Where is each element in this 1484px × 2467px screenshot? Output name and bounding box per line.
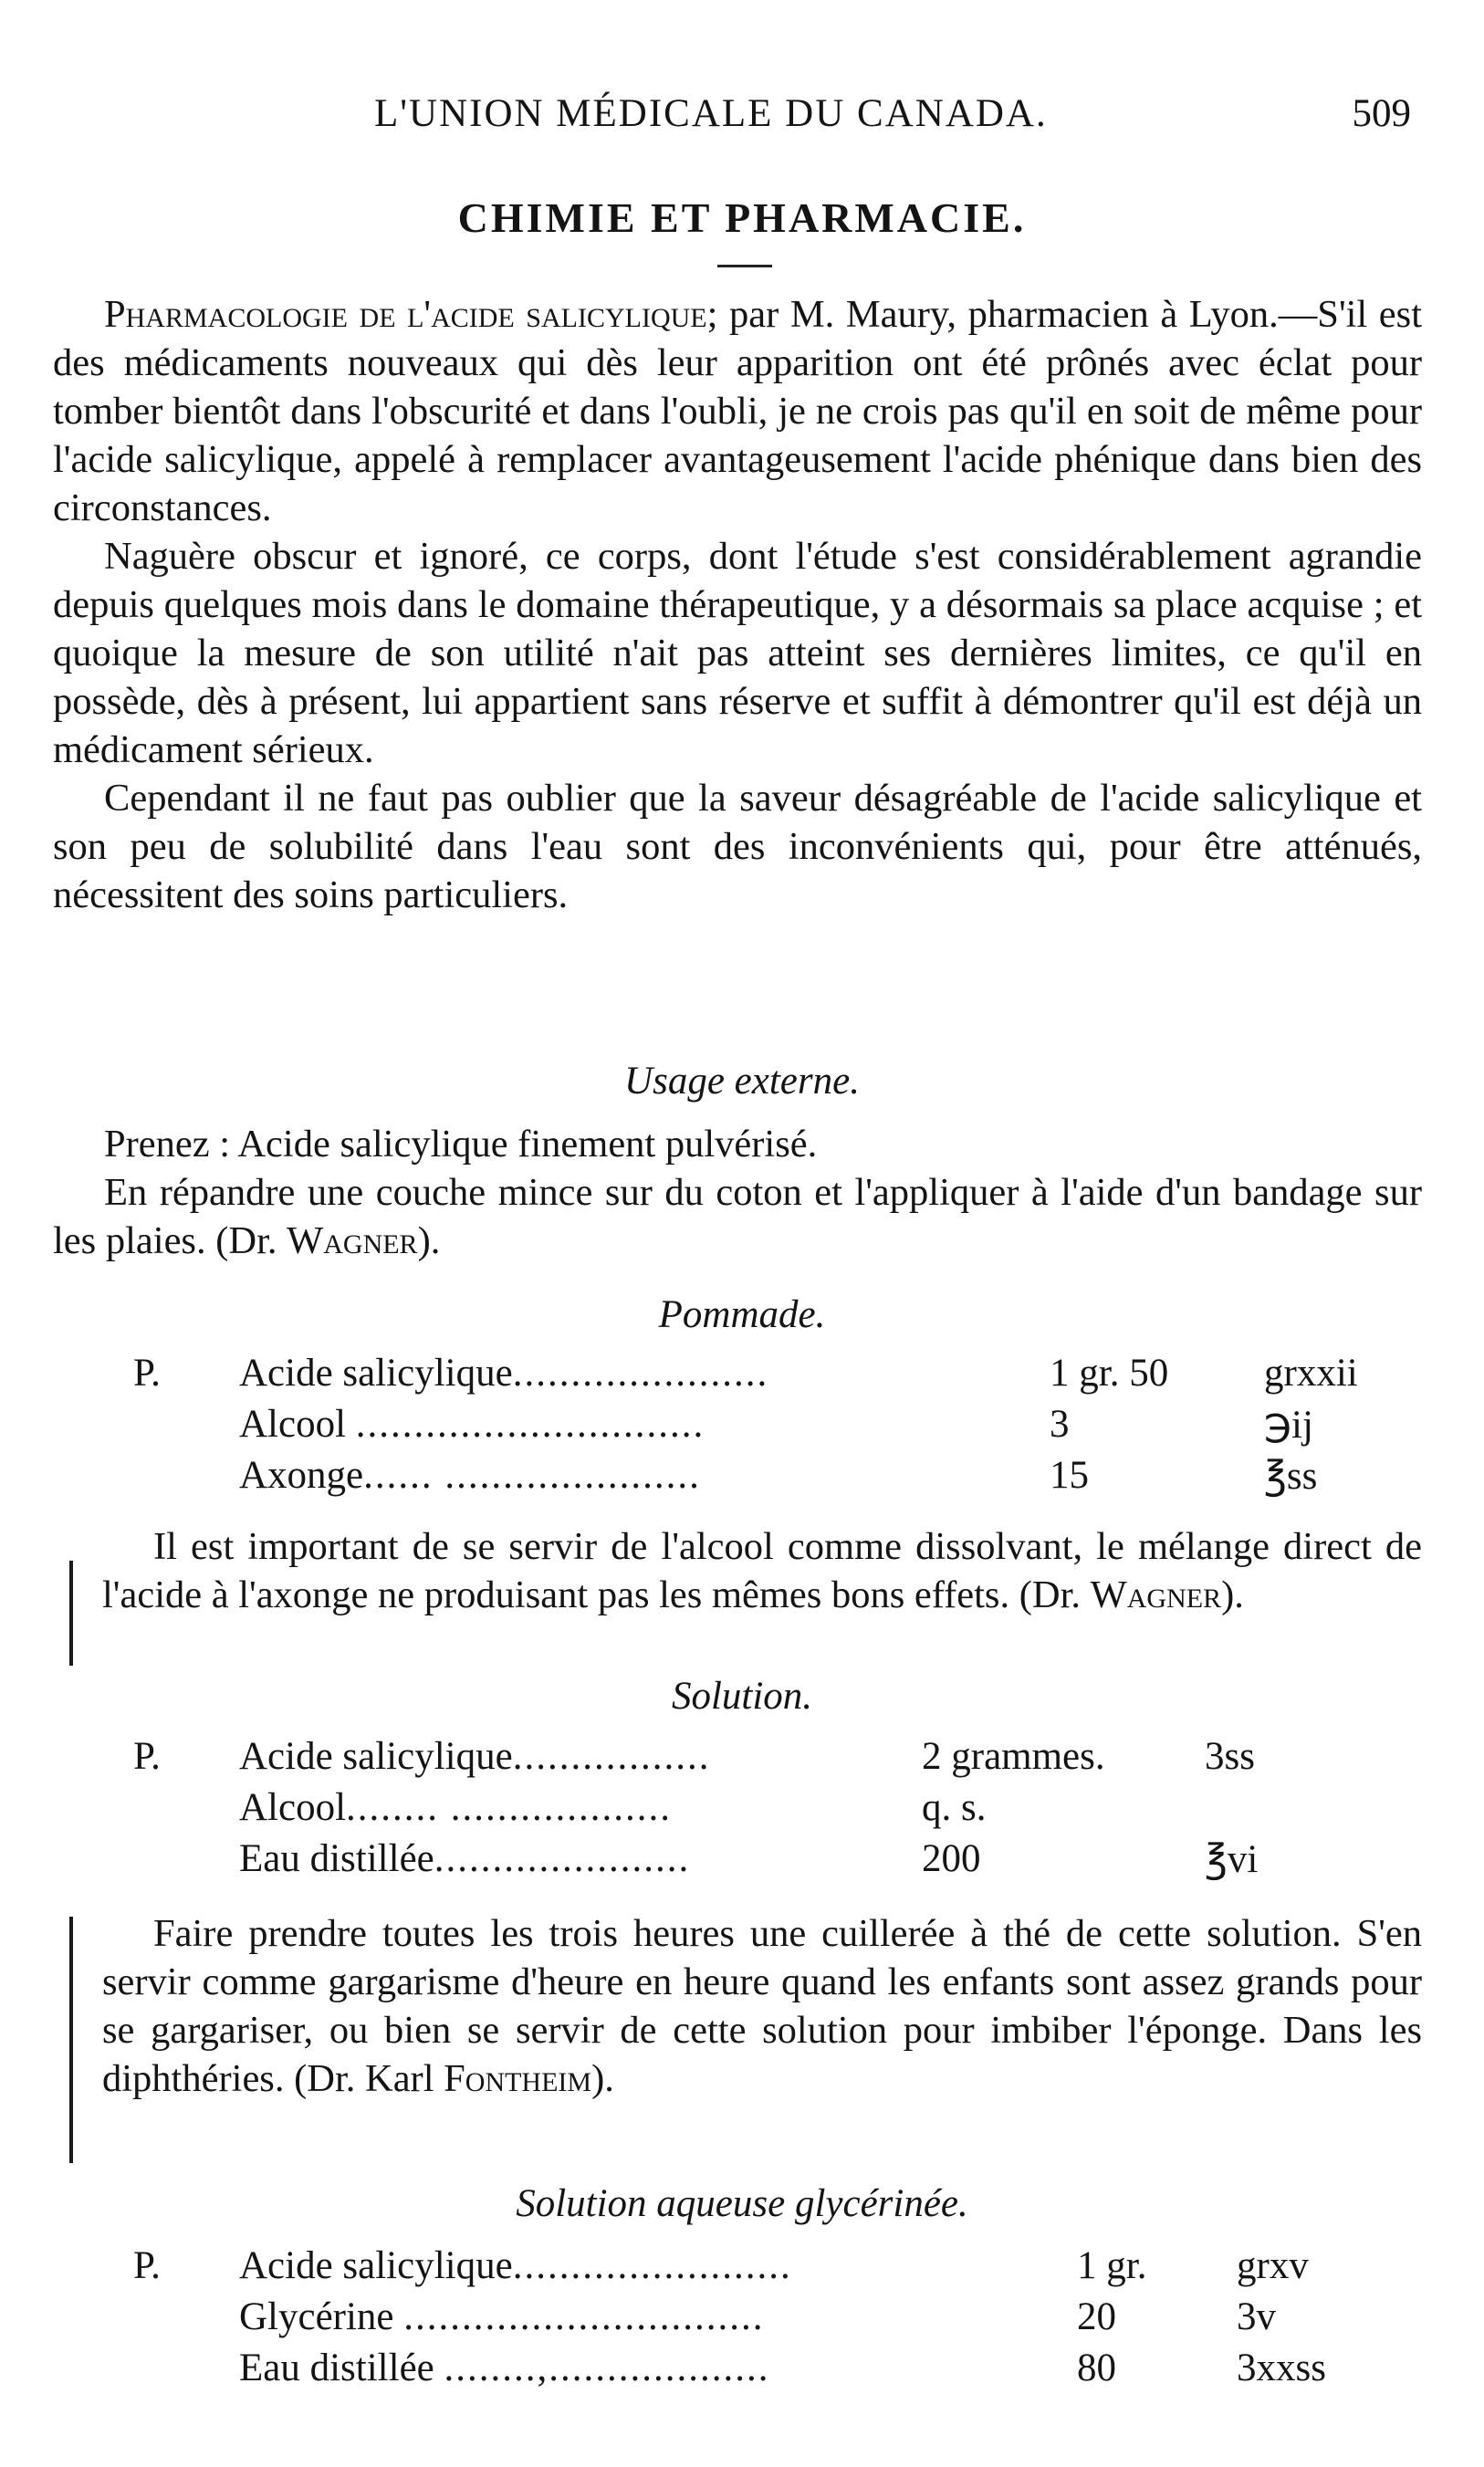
author-name: Wagner xyxy=(287,1219,418,1262)
ingredient-quantity: 1 gr. 50 xyxy=(1050,1352,1169,1395)
formula-prefix: P. xyxy=(133,1352,161,1395)
ingredient-name: Acide salicylique...................... xyxy=(239,1352,769,1395)
pommade-note: Il est important de se servir de l'alcool comme dissolvant, le mélange direct de l'acide à l'axonge ne produisant pas les mêmes bons effets. (Dr. Wagner). xyxy=(102,1525,1422,1616)
ingredient-quantity: 1 gr. xyxy=(1077,2244,1147,2287)
ingredient-quantity: 2 grammes. xyxy=(922,1735,1105,1778)
article-body xyxy=(53,290,1422,919)
ingredient-name: Alcool .............................. xyxy=(239,1403,705,1446)
paragraph-2: Naguère obscur et ignoré, ce corps, dont l'étude s'est considérablement agrandie depuis quelques mois dans le domaine thérapeutique, y a désormais sa place acquise ; et quoique la mesure de son utilité n'ait pas atteint ses dernières limites, ce qu'il en possède, dès à présent, lui appartient sans réserve et suffit à démontrer qu'il est déjà un médicament sérieux. xyxy=(53,535,1422,771)
paragraph-intro-text: ; par M. Maury, pharmacien à Lyon.—S'il est des médicaments nouveaux qui dès leur apparition ont été prônés avec éclat pour tomber bientôt dans l'obscurité et dans l'oubli, je ne crois pas qu'il en soit de même pour l'acide salicylique, appelé à remplacer avantageusement l'acide phénique dans bien des circonstances. xyxy=(53,293,1422,529)
formula-row xyxy=(0,2346,1484,2397)
formula-row xyxy=(0,2243,1484,2295)
formula-row xyxy=(0,1836,1484,1887)
ingredient-quantity: 200 xyxy=(922,1837,981,1880)
apothecary-measure: ℥ss xyxy=(1264,1455,1318,1498)
ingredient-quantity: 80 xyxy=(1077,2347,1116,2389)
solution-formula xyxy=(0,1734,1484,1887)
formula-row xyxy=(0,1734,1484,1785)
apothecary-measure: 3v xyxy=(1237,2295,1276,2338)
ingredient-name: Eau distillée ........,................... xyxy=(239,2347,770,2389)
ingredient-quantity: q. s. xyxy=(922,1786,987,1829)
author-name: Fontheim xyxy=(444,2057,592,2100)
apothecary-measure: 3ss xyxy=(1205,1735,1255,1778)
margin-line xyxy=(69,1561,73,1666)
author-name: Wagner xyxy=(1090,1573,1222,1616)
ingredient-quantity: 3 xyxy=(1050,1403,1070,1446)
ingredient-name: Axonge...... ...................... xyxy=(239,1454,701,1497)
ingredient-name: Acide salicylique........................ xyxy=(239,2244,792,2287)
title-rule xyxy=(717,265,772,267)
formula-row xyxy=(0,1785,1484,1836)
solution-note: Faire prendre toutes les trois heures une cuillerée à thé de cette solution. S'en servir comme gargarisme d'heure en heure quand les enfants sont assez grands pour se gargariser, ou bien se servir de cette solution pour imbiber l'éponge. Dans les diphthéries. (Dr. Karl Fontheim). xyxy=(102,1912,1422,2100)
article-title: Pharmacologie de l'acide salicylique xyxy=(104,293,707,336)
usage-externe-heading: Usage externe. xyxy=(624,1060,860,1103)
formula-row xyxy=(0,1402,1484,1453)
journal-title: L'UNION MÉDICALE DU CANADA. xyxy=(374,92,1048,135)
apothecary-measure: grxv xyxy=(1237,2244,1309,2287)
usage-externe-line1: Prenez : Acide salicylique finement pulvérisé. xyxy=(104,1123,818,1166)
section-title: CHIMIE ET PHARMACIE. xyxy=(457,194,1027,241)
apothecary-measure: grxxii xyxy=(1264,1352,1358,1395)
paragraph-3: Cependant il ne faut pas oublier que la saveur désagréable de l'acide salicylique et son peu de solubilité dans l'eau sont des inconvénients qui, pour être atténués, nécessitent des soins particuliers. xyxy=(53,777,1422,916)
ingredient-quantity: 15 xyxy=(1050,1454,1089,1497)
pommade-formula xyxy=(0,1351,1484,1504)
usage-externe-line2: En répandre une couche mince sur du coton et l'appliquer à l'aide d'un bandage sur les plaies. (Dr. Wagner). xyxy=(53,1171,1422,1262)
ingredient-quantity: 20 xyxy=(1077,2295,1116,2338)
ingredient-name: Eau distillée...................... xyxy=(239,1837,691,1880)
apothecary-measure: ℥vi xyxy=(1205,1838,1259,1881)
apothecary-measure: 3xxss xyxy=(1237,2347,1326,2389)
formula-prefix: P. xyxy=(133,1735,161,1778)
solution-aqueuse-formula xyxy=(0,2243,1484,2397)
formula-row xyxy=(0,1453,1484,1504)
solution-aqueuse-heading: Solution aqueuse glycérinée. xyxy=(516,2182,968,2225)
paragraph-intro xyxy=(53,290,1422,532)
formula-prefix: P. xyxy=(133,2244,161,2287)
running-head xyxy=(73,91,1411,146)
apothecary-measure: ℈ij xyxy=(1264,1404,1313,1447)
margin-line xyxy=(69,1917,73,2163)
ingredient-name: Acide salicylique................. xyxy=(239,1735,711,1778)
pommade-heading: Pommade. xyxy=(658,1293,826,1336)
page-number: 509 xyxy=(1352,92,1411,135)
usage-externe-body xyxy=(53,1120,1422,1265)
solution-heading: Solution. xyxy=(671,1675,813,1718)
ingredient-name: Alcool........ ................... xyxy=(239,1786,673,1829)
ingredient-name: Glycérine ............................... xyxy=(239,2295,765,2338)
formula-row xyxy=(0,1351,1484,1402)
formula-row xyxy=(0,2295,1484,2346)
